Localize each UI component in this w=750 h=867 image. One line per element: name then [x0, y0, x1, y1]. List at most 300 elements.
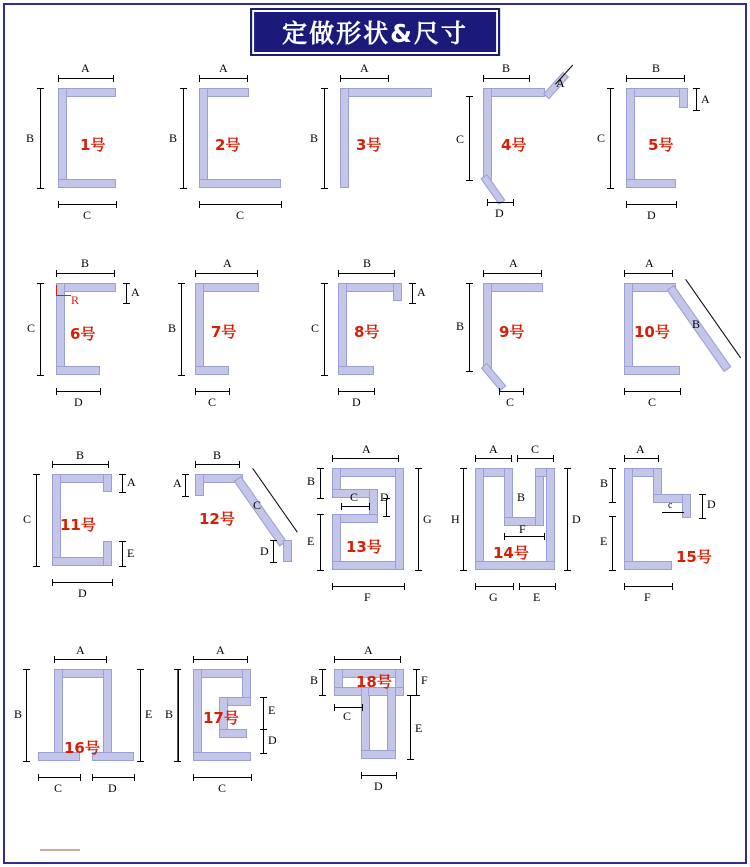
shape-label-15: 15号	[676, 548, 712, 566]
shape-label-9: 9号	[499, 323, 525, 341]
dim-tick	[319, 669, 326, 670]
dim-line-C	[195, 391, 229, 392]
dim-line-C	[469, 96, 470, 180]
dim-tick	[483, 270, 484, 277]
dim-tick	[624, 583, 625, 590]
dim-tick	[466, 371, 473, 372]
dim-tick	[483, 75, 484, 82]
dim-tick	[317, 468, 324, 469]
shape-label-14: 14号	[493, 544, 529, 562]
dim-label-B: B	[652, 61, 661, 75]
dim-tick	[672, 583, 673, 590]
dim-tick	[193, 656, 194, 663]
dim-line-F	[624, 586, 672, 587]
dim-tick	[564, 570, 571, 571]
shape-grid	[8, 56, 742, 826]
dim-line-A	[340, 78, 388, 79]
profile-segment	[475, 468, 484, 570]
shape-label-7: 7号	[211, 323, 237, 341]
dim-line-A	[412, 283, 413, 303]
dim-line-D	[361, 775, 396, 776]
dim-tick	[607, 88, 614, 89]
dim-line-A	[126, 283, 127, 303]
dim-label-F: F	[421, 673, 428, 687]
dim-line-D	[263, 729, 264, 753]
shape-label-4: 4号	[501, 136, 527, 154]
dim-tick	[672, 270, 673, 277]
dim-tick	[270, 540, 277, 541]
shape-cell-18[interactable]	[298, 641, 443, 826]
dim-tick	[499, 388, 500, 395]
dim-label-A: A	[364, 643, 373, 657]
dim-label-F: F	[519, 522, 526, 536]
dim-label-F: F	[364, 590, 371, 604]
shape-cell-13[interactable]	[298, 442, 443, 641]
shape-cell-8[interactable]	[298, 251, 443, 446]
dim-label-B: B	[310, 673, 319, 687]
profile-segment	[193, 752, 251, 761]
dim-tick	[624, 388, 625, 395]
dim-tick	[251, 774, 252, 781]
page-title-bar	[250, 8, 500, 56]
dim-line-B	[183, 88, 184, 188]
dim-line-B	[195, 464, 239, 465]
dim-label-A: A	[216, 643, 225, 657]
profile-segment	[103, 669, 112, 761]
dim-label-A: A	[701, 92, 710, 106]
dim-label-A: A	[417, 285, 426, 299]
shape-cell-empty	[588, 641, 733, 826]
dim-label-C: C	[23, 512, 32, 526]
dim-tick	[260, 729, 267, 730]
dim-tick	[544, 533, 545, 540]
dim-label-A: A	[645, 256, 654, 270]
dim-label-C: C	[648, 395, 657, 409]
dim-tick	[409, 303, 416, 304]
dim-label-C: C	[343, 709, 352, 723]
profile-segment	[195, 283, 259, 292]
profile-segment	[56, 366, 100, 375]
shape-label-11: 11号	[60, 516, 96, 534]
dim-label-C: C	[311, 321, 320, 335]
dim-line-B	[612, 468, 613, 502]
profile-segment	[340, 88, 349, 188]
shape-cell-11[interactable]	[8, 446, 153, 641]
dim-tick	[23, 669, 30, 670]
shape-row-1	[8, 56, 742, 251]
dim-tick	[609, 468, 616, 469]
profile-segment	[58, 179, 116, 188]
dim-line-C	[36, 474, 37, 566]
dim-tick	[178, 283, 185, 284]
dim-tick	[321, 375, 328, 376]
dim-line-A	[195, 273, 257, 274]
dim-tick	[369, 503, 370, 510]
dim-line-A	[58, 78, 113, 79]
dim-tick	[52, 579, 53, 586]
dim-label-C: C	[350, 490, 359, 504]
dim-label-E: E	[145, 707, 153, 721]
dim-tick	[108, 461, 109, 468]
profile-segment	[58, 88, 67, 188]
profile-segment	[546, 468, 555, 570]
shape-cell-16[interactable]	[8, 641, 153, 826]
profile-segment	[626, 88, 635, 188]
dim-line-D	[626, 204, 676, 205]
dim-tick	[116, 201, 117, 208]
dim-label-G: G	[489, 590, 498, 604]
dim-line-E	[122, 541, 123, 566]
profile-segment	[193, 669, 202, 761]
profile-segment	[340, 88, 432, 97]
dim-tick	[338, 270, 339, 277]
dim-label-C: C	[208, 395, 217, 409]
dim-label-B: B	[517, 490, 526, 504]
dim-tick	[37, 188, 44, 189]
profile-segment-angled	[481, 363, 506, 391]
profile-segment	[56, 283, 65, 375]
dim-label-A: A	[362, 442, 371, 456]
dim-label-C: C	[83, 208, 92, 222]
dim-tick	[319, 695, 326, 696]
dim-tick	[137, 761, 144, 762]
profile-segment	[626, 179, 676, 188]
profile-segment	[679, 88, 688, 108]
shape-cell-7[interactable]	[153, 251, 298, 446]
shape-label-17: 17号	[203, 709, 239, 727]
dim-line-A	[54, 659, 106, 660]
profile-segment	[395, 468, 404, 570]
dim-label-A: A	[131, 285, 140, 299]
dim-tick	[396, 772, 397, 779]
dim-tick	[607, 188, 614, 189]
dim-label-B: B	[692, 317, 701, 331]
dim-tick	[80, 774, 81, 781]
dim-tick	[487, 199, 488, 206]
dim-tick	[693, 88, 700, 89]
dim-line-B	[52, 464, 108, 465]
shape-label-2: 2号	[215, 136, 241, 154]
shape-cell-10[interactable]	[588, 251, 733, 446]
dim-label-B: B	[26, 131, 35, 145]
dim-tick	[460, 570, 467, 571]
dim-label-R: R	[71, 293, 80, 307]
dim-label-A: A	[173, 476, 182, 490]
dim-tick	[54, 656, 55, 663]
dim-label-E: E	[600, 534, 608, 548]
dim-tick	[321, 88, 328, 89]
dim-line-E	[410, 695, 411, 759]
dim-label-D: D	[374, 779, 383, 793]
shape-cell-15[interactable]	[588, 442, 733, 641]
shape-cell-6[interactable]	[8, 251, 153, 446]
shape-label-18: 18号	[356, 673, 392, 691]
dim-label-C: C	[236, 208, 245, 222]
dim-tick	[182, 474, 189, 475]
dim-label-D: D	[352, 395, 361, 409]
dim-label-C: C	[218, 781, 227, 795]
profile-segment	[199, 179, 281, 188]
dim-tick	[362, 704, 363, 711]
dim-label-B: B	[14, 707, 23, 721]
dim-tick	[123, 283, 130, 284]
dim-tick	[676, 201, 677, 208]
shape-label-1: 1号	[80, 136, 106, 154]
dim-line-B	[181, 283, 182, 375]
profile-segment	[387, 687, 396, 759]
dim-line-A	[696, 88, 697, 110]
profile-segment	[103, 474, 112, 492]
shape-row-4	[8, 641, 742, 826]
dim-line-F	[332, 586, 404, 587]
dim-tick	[195, 270, 196, 277]
dim-label-A: A	[81, 61, 90, 75]
dim-line-D	[273, 540, 274, 562]
profile-segment	[624, 283, 633, 375]
dim-tick	[624, 270, 625, 277]
dim-tick	[460, 468, 467, 469]
dim-tick	[693, 110, 700, 111]
dim-line-B	[40, 88, 41, 188]
profile-segment	[199, 88, 208, 188]
dim-tick	[415, 570, 422, 571]
dim-label-A: A	[223, 256, 232, 270]
shape-label-13: 13号	[346, 538, 382, 556]
dim-tick	[180, 88, 187, 89]
profile-segment	[682, 494, 691, 518]
dim-line-B	[469, 283, 470, 371]
dim-tick	[564, 468, 571, 469]
dim-tick	[270, 562, 277, 563]
shape-cell-14[interactable]	[443, 442, 588, 641]
dim-tick	[174, 669, 181, 670]
dim-tick	[361, 772, 362, 779]
shape-label-5: 5号	[648, 136, 674, 154]
dim-tick	[624, 455, 625, 462]
shape-cell-3[interactable]	[298, 56, 443, 251]
shape-row-3	[8, 442, 742, 641]
profile-segment	[483, 283, 543, 292]
dim-tick	[123, 303, 130, 304]
profile-segment	[195, 474, 204, 496]
profile-segment	[361, 750, 396, 759]
dim-label-B: B	[502, 61, 511, 75]
shape-cell-9[interactable]	[443, 251, 588, 446]
dim-label-B: B	[456, 319, 465, 333]
dim-label-B: B	[81, 256, 90, 270]
dim-line-E	[519, 586, 555, 587]
dim-tick	[541, 270, 542, 277]
dim-label-D: D	[74, 395, 83, 409]
profile-segment	[219, 729, 247, 738]
dim-line-C	[334, 707, 362, 708]
dim-label-A: A	[76, 643, 85, 657]
dim-tick	[517, 455, 518, 462]
dim-tick	[394, 270, 395, 277]
dim-tick	[193, 774, 194, 781]
dim-label-C: C	[597, 131, 606, 145]
shape-label-12: 12号	[199, 510, 235, 528]
dim-line-B	[626, 78, 684, 79]
shape-cell-5[interactable]	[588, 56, 733, 251]
dim-label-B: B	[310, 131, 319, 145]
dim-tick	[92, 774, 93, 781]
shape-cell-1[interactable]	[8, 56, 153, 251]
dim-tick	[407, 695, 414, 696]
profile-segment-angled	[480, 174, 505, 205]
dim-tick	[195, 388, 196, 395]
footer-mark	[40, 839, 80, 851]
dim-tick	[334, 656, 335, 663]
dim-line-A	[334, 659, 400, 660]
dim-line-E	[320, 514, 321, 570]
dim-label-D: D	[572, 512, 581, 526]
dim-line-B	[338, 273, 394, 274]
dim-tick	[37, 88, 44, 89]
dim-label-A: A	[636, 442, 645, 456]
dim-tick	[523, 388, 524, 395]
dim-tick	[229, 388, 230, 395]
dim-tick	[260, 697, 267, 698]
dim-tick	[513, 583, 514, 590]
dim-line-B	[26, 669, 27, 761]
shape-cell-17[interactable]	[153, 641, 298, 826]
dim-label-D: D	[260, 544, 269, 558]
dim-label-C: C	[531, 442, 540, 456]
dim-tick	[112, 579, 113, 586]
dim-line-D	[338, 391, 374, 392]
dim-label-B: B	[600, 476, 609, 490]
dim-tick	[281, 201, 282, 208]
dim-label-D: D	[380, 490, 389, 504]
shape-cell-empty	[443, 641, 588, 826]
dim-label-A: A	[127, 475, 136, 489]
dim-line-D	[567, 468, 568, 570]
dim-tick	[334, 704, 335, 711]
dim-line-A	[624, 458, 658, 459]
dim-tick	[338, 388, 339, 395]
dim-tick	[658, 455, 659, 462]
shape-label-3: 3号	[356, 136, 382, 154]
dim-tick	[383, 516, 390, 517]
shape-label-8: 8号	[354, 323, 380, 341]
dim-tick	[553, 455, 554, 462]
shape-label-16: 16号	[64, 739, 100, 757]
shape-cell-4[interactable]	[443, 56, 588, 251]
dim-tick	[317, 498, 324, 499]
dim-tick	[374, 388, 375, 395]
dim-tick	[680, 388, 681, 395]
dim-line-A	[199, 78, 247, 79]
radius-marker	[56, 285, 71, 296]
dim-line-B	[56, 273, 114, 274]
dim-label-E: E	[268, 703, 276, 717]
dim-tick	[260, 753, 267, 754]
dim-tick	[413, 695, 420, 696]
profile-segment	[483, 88, 492, 180]
dim-tick	[33, 566, 40, 567]
dim-label-D: D	[647, 208, 656, 222]
dim-line-F	[416, 669, 417, 695]
dim-tick	[106, 656, 107, 663]
dim-tick	[466, 180, 473, 181]
dim-tick	[626, 201, 627, 208]
dim-tick	[341, 503, 342, 510]
dim-label-D: D	[495, 206, 504, 220]
dim-tick	[475, 583, 476, 590]
dim-tick	[38, 774, 39, 781]
dim-tick	[699, 518, 706, 519]
profile-segment	[624, 468, 633, 570]
dim-line-B	[322, 669, 323, 695]
dim-line-D	[56, 391, 100, 392]
dim-tick	[415, 468, 422, 469]
dim-line-C	[40, 283, 41, 375]
dim-label-B: B	[168, 321, 177, 335]
dim-tick	[409, 283, 416, 284]
dim-tick	[56, 270, 57, 277]
dim-tick	[180, 188, 187, 189]
dim-label-B: B	[165, 707, 174, 721]
shape-cell-2[interactable]	[153, 56, 298, 251]
dim-line-C	[624, 391, 680, 392]
dim-tick	[56, 388, 57, 395]
dim-line-C	[499, 391, 523, 392]
dim-line-G	[475, 586, 513, 587]
profile-segment	[624, 366, 680, 375]
dim-tick	[119, 474, 126, 475]
dim-label-A: A	[556, 76, 565, 90]
dim-tick	[113, 75, 114, 82]
dim-label-A: A	[219, 61, 228, 75]
dim-tick	[317, 514, 324, 515]
dim-label-c-small: c	[668, 500, 673, 511]
profile-segment	[283, 540, 292, 562]
dim-line-A	[624, 273, 672, 274]
dim-tick	[407, 759, 414, 760]
dim-tick	[119, 492, 126, 493]
dim-tick	[195, 461, 196, 468]
dim-line-A	[122, 474, 123, 492]
dim-tick	[199, 75, 200, 82]
dim-tick	[182, 496, 189, 497]
dim-tick	[413, 669, 420, 670]
dim-label-D: D	[707, 497, 716, 511]
dim-tick	[178, 375, 185, 376]
dim-tick	[466, 283, 473, 284]
dim-line-C	[38, 777, 80, 778]
dim-line-H	[463, 468, 464, 570]
dim-tick	[33, 474, 40, 475]
dim-line-c-small	[662, 512, 684, 513]
dim-tick	[529, 75, 530, 82]
dim-line-B	[320, 468, 321, 498]
dim-line-D	[487, 202, 513, 203]
dim-tick	[609, 502, 616, 503]
profile-segment	[624, 561, 672, 570]
dim-line-A	[332, 458, 398, 459]
shape-cell-12[interactable]	[153, 446, 298, 641]
dim-tick	[119, 541, 126, 542]
dim-line-D	[92, 777, 134, 778]
dim-tick	[609, 516, 616, 517]
dim-tick	[317, 570, 324, 571]
dim-tick	[699, 494, 706, 495]
dim-label-E: E	[127, 546, 135, 560]
dim-label-B: B	[169, 131, 178, 145]
dim-tick	[404, 583, 405, 590]
dim-tick	[519, 583, 520, 590]
